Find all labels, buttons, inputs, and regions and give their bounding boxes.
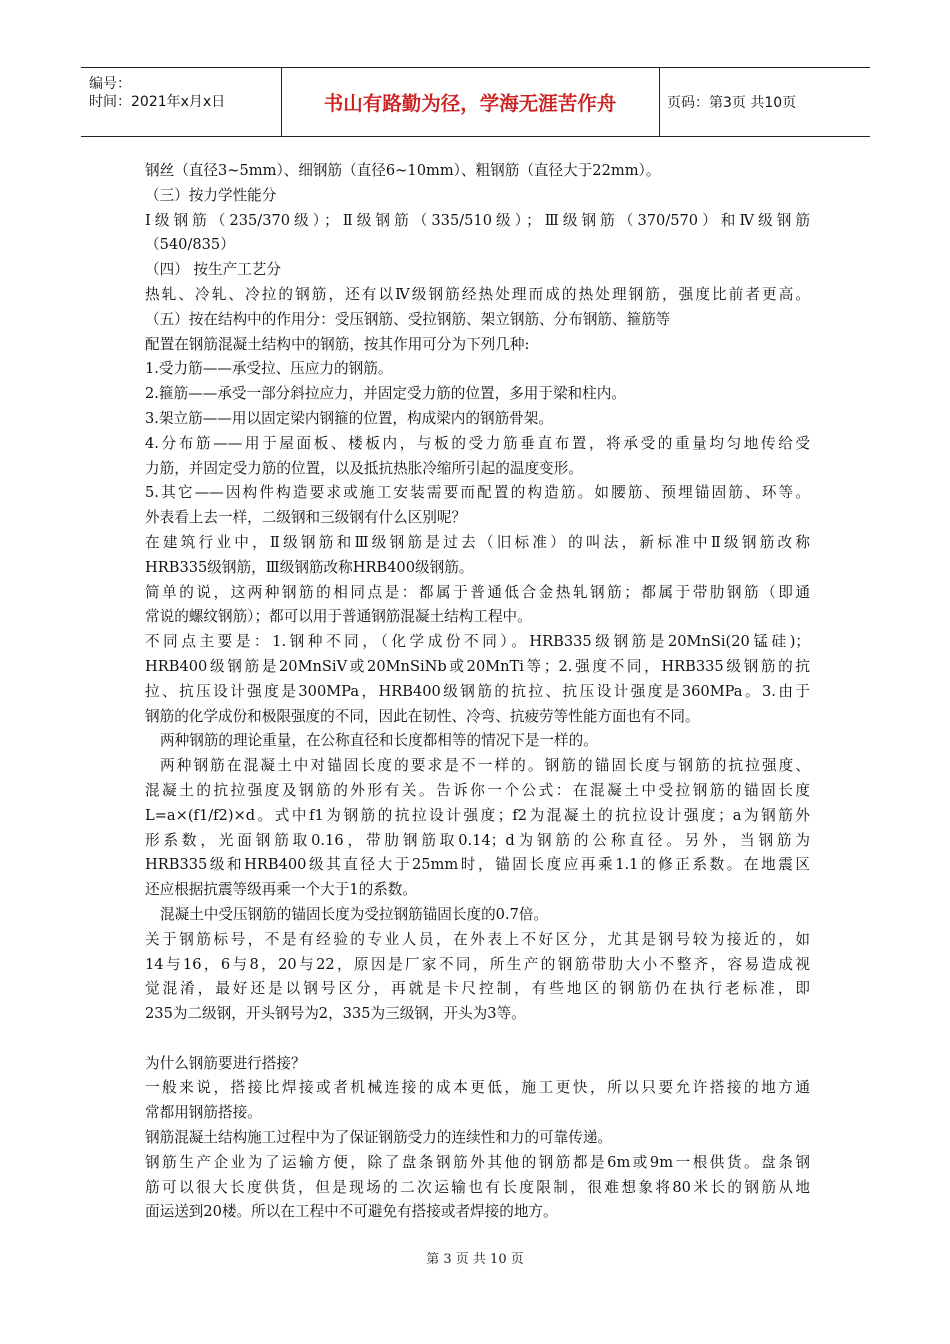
body-text-line: 简单的说，这两种钢筋的相同点是：都属于普通低合金热轧钢筋；都属于带肋钢筋（即通: [145, 583, 810, 601]
body-text-line: （五）按在结构中的作用分：受压钢筋、受拉钢筋、架立钢筋、分布钢筋、箍筋等: [145, 310, 671, 328]
body-text-line: 混凝土的抗拉强度及钢筋的外形有关。告诉你一个公式：在混凝土中受拉钢筋的锚固长度: [145, 781, 810, 799]
body-text-line: 形系数，光面钢筋取0.16，带肋钢筋取0.14；d为钢筋的公称直径。另外，当钢筋为: [145, 831, 810, 849]
body-text-line: HRB335级和HRB400级其直径大于25mm时，锚固长度应再乘1.1的修正系数。在地震区: [145, 856, 810, 874]
document-number-label: 编号：: [89, 76, 131, 92]
blank-line: [145, 1027, 810, 1052]
body-text-line: 混凝土中受压钢筋的锚固长度为受拉钢筋锚固长度的0.7倍。: [160, 905, 549, 923]
body-text-line: 钢筋混凝土结构施工过程中为了保证钢筋受力的连续性和力的可靠传递。: [145, 1129, 613, 1147]
body-text-line: HRB335级钢筋，Ⅲ级钢筋改称HRB400级钢筋。: [145, 558, 474, 576]
body-text-line: 两种钢筋在混凝土中对锚固长度的要求是不一样的。钢筋的锚固长度与钢筋的抗拉强度、: [160, 757, 810, 775]
body-text-line: 一般来说，搭接比焊接或者机械连接的成本更低，施工更快，所以只要允许搭接的地方通: [145, 1079, 810, 1097]
body-text-line: 还应根据抗震等级再乘一个大于1的系数。: [145, 881, 417, 899]
page-header: [81, 67, 870, 137]
body-text-line: 钢筋生产企业为了运输方便，除了盘条钢筋外其他的钢筋都是6m或9m一根供货。盘条钢: [145, 1153, 810, 1171]
document-date-label: 时间：2021年x月x日: [89, 94, 226, 110]
body-text-line: 2.箍筋——承受一部分斜拉应力，并固定受力筋的位置，多用于梁和柱内。: [145, 385, 626, 403]
body-text-line: HRB400级钢筋是20MnSiV或20MnSiNb或20MnTi等；2.强度不同，HRB335级钢筋的抗: [145, 657, 810, 675]
body-text-line: 关于钢筋标号，不是有经验的专业人员，在外表上不好区分，尤其是钢号较为接近的，如: [145, 930, 810, 948]
header-meta-cell: [81, 68, 282, 136]
body-text-line: 觉混淆，最好还是以钢号区分，再就是卡尺控制，有些地区的钢筋仍在执行老标准，即: [145, 980, 810, 998]
header-motto-cell: [281, 68, 660, 136]
body-text-line: 热轧、冷轧、冷拉的钢筋，还有以Ⅳ级钢筋经热处理而成的热处理钢筋，强度比前者更高。: [145, 285, 810, 303]
body-text-line: 钢筋的化学成份和极限强度的不同，因此在韧性、冷弯、抗疲劳等性能方面也有不同。: [145, 707, 700, 725]
body-text-line: 配置在钢筋混凝土结构中的钢筋，按其作用可分为下列几种:: [145, 335, 530, 353]
body-text-line: 面运送到20楼。所以在工程中不可避免有搭接或者焊接的地方。: [145, 1203, 558, 1221]
body-text-line: 外表看上去一样，二级钢和三级钢有什么区别呢？: [145, 509, 467, 527]
body-text-line: （540/835）: [145, 236, 235, 254]
body-text-line: 5.其它——因构件构造要求或施工安装需要而配置的构造筋。如腰筋、预埋锚固筋、环等。: [145, 484, 810, 502]
header-motto: 书山有路勤为径，学海无涯苦作舟: [323, 92, 617, 115]
body-text-line: 常都用钢筋搭接。: [145, 1104, 262, 1122]
body-text-line: 3.架立筋——用以固定梁内钢箍的位置，构成梁内的钢筋骨架。: [145, 409, 553, 427]
body-text-line: （三）按力学性能分: [145, 186, 277, 204]
body-text-line: L=a×(f1/f2)×d。式中f1为钢筋的抗拉设计强度；f2为混凝土的抗拉设计强度；a为钢筋外: [145, 806, 810, 824]
body-text-line: 力筋，并固定受力筋的位置，以及抵抗热胀冷缩所引起的温度变形。: [145, 459, 583, 477]
body-text-line: 不同点主要是：1.钢种不同，（化学成份不同）。HRB335级钢筋是20MnSi(20锰硅)；: [145, 633, 810, 651]
body-text-line: 4.分布筋——用于屋面板、楼板内，与板的受力筋垂直布置，将承受的重量均匀地传给受: [145, 434, 810, 452]
body-text-line: 14与16，6与8，20与22，原因是厂家不同，所生产的钢筋带肋大小不整齐，容易造成视: [145, 955, 810, 973]
page-footer: 第 3 页 共 10 页: [426, 1252, 524, 1267]
body-text-line: Ⅰ级钢筋（235/370级）；Ⅱ级钢筋（335/510级）；Ⅲ级钢筋（370/570）和Ⅳ级钢筋: [145, 211, 810, 229]
body-text-line: 钢丝（直径3~5mm）、细钢筋（直径6~10mm）、粗钢筋（直径大于22mm）。: [145, 162, 661, 179]
body-text-line: 拉、抗压设计强度是300MPa，HRB400级钢筋的抗拉、抗压设计强度是360MPa。3.由于: [145, 682, 810, 700]
body-text-line: 1.受力筋——承受拉、压应力的钢筋。: [145, 360, 393, 378]
body-text-line: 筋可以很大长度供货，但是现场的二次运输也有长度限制，很难想象将80米长的钢筋从地: [145, 1178, 810, 1196]
body-text-line: 为什么钢筋要进行搭接？: [145, 1054, 306, 1072]
body-text-line: 在建筑行业中，Ⅱ级钢筋和Ⅲ级钢筋是过去（旧标准）的叫法，新标准中Ⅱ级钢筋改称: [145, 533, 810, 551]
header-page-info: 页码：第3页 共10页: [667, 95, 797, 111]
body-text-line: 常说的螺纹钢筋）；都可以用于普通钢筋混凝土结构工程中。: [145, 608, 532, 626]
body-text-line: 235为二级钢，开头钢号为2，335为三级钢，开头为3等。: [145, 1005, 526, 1023]
body-text-line: （四） 按生产工艺分: [145, 261, 281, 279]
body-text-line: 两种钢筋的理论重量，在公称直径和长度都相等的情况下是一样的。: [160, 732, 598, 750]
document-body: [145, 159, 810, 1225]
